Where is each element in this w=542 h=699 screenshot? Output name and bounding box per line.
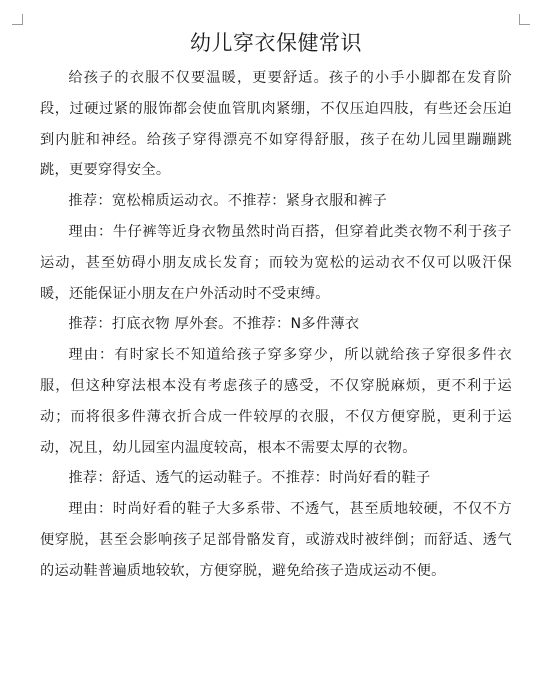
- document-title: 幼儿穿衣保健常识: [190, 31, 362, 55]
- paragraph-reason-1: 理由：牛仔裤等近身衣物虽然时尚百搭，但穿着此类衣物不利于孩子运动，甚至妨碍小朋友成长发育；而较为宽松的运动衣不仅可以吸汗保暖，还能保证小朋友在户外活动时不受束缚。: [40, 223, 512, 302]
- document-body: [40, 28, 512, 587]
- paragraph-reason-3: 理由：时尚好看的鞋子大多系带、不透气，甚至质地较硬，不仅不方便穿脱，甚至会影响孩子足部骨骼发育，或游戏时被绊倒；而舒适、透气的运动鞋普遍质地较软，方便穿脱，避免给孩子造成运动不便。: [40, 501, 512, 579]
- crop-mark-top-right: [519, 14, 530, 25]
- crop-mark-top-left: [12, 14, 23, 25]
- paragraph-recommend-1: 推荐：宽松棉质运动衣。不推荐：紧身衣服和裤子: [68, 193, 388, 210]
- paragraph-reason-2: 理由：有时家长不知道给孩子穿多穿少，所以就给孩子穿很多件衣服，但这种穿法根本没有考虑孩子的感受，不仅穿脱麻烦，更不利于运动；而将很多件薄衣折合成一件较厚的衣服，不仅方便穿脱，更利于运动，况且，幼儿园室内温度较高，根本不需要太厚的衣物。: [40, 347, 512, 456]
- paragraph-recommend-3: 推荐：舒适、透气的运动鞋子。不推荐：时尚好看的鞋子: [68, 470, 431, 487]
- paragraph-intro: 给孩子的衣服不仅要温暖，更要舒适。孩子的小手小脚都在发育阶段，过硬过紧的服饰都会使血管肌肉紧绷，不仅压迫四肢，有些还会压迫到内脏和神经。给孩子穿得漂亮不如穿得舒服，孩子在幼儿园里蹦蹦跳跳，更要穿得安全。: [40, 70, 512, 179]
- paragraph-recommend-2: 推荐：打底衣物 厚外套。不推荐：N多件薄衣: [68, 316, 360, 333]
